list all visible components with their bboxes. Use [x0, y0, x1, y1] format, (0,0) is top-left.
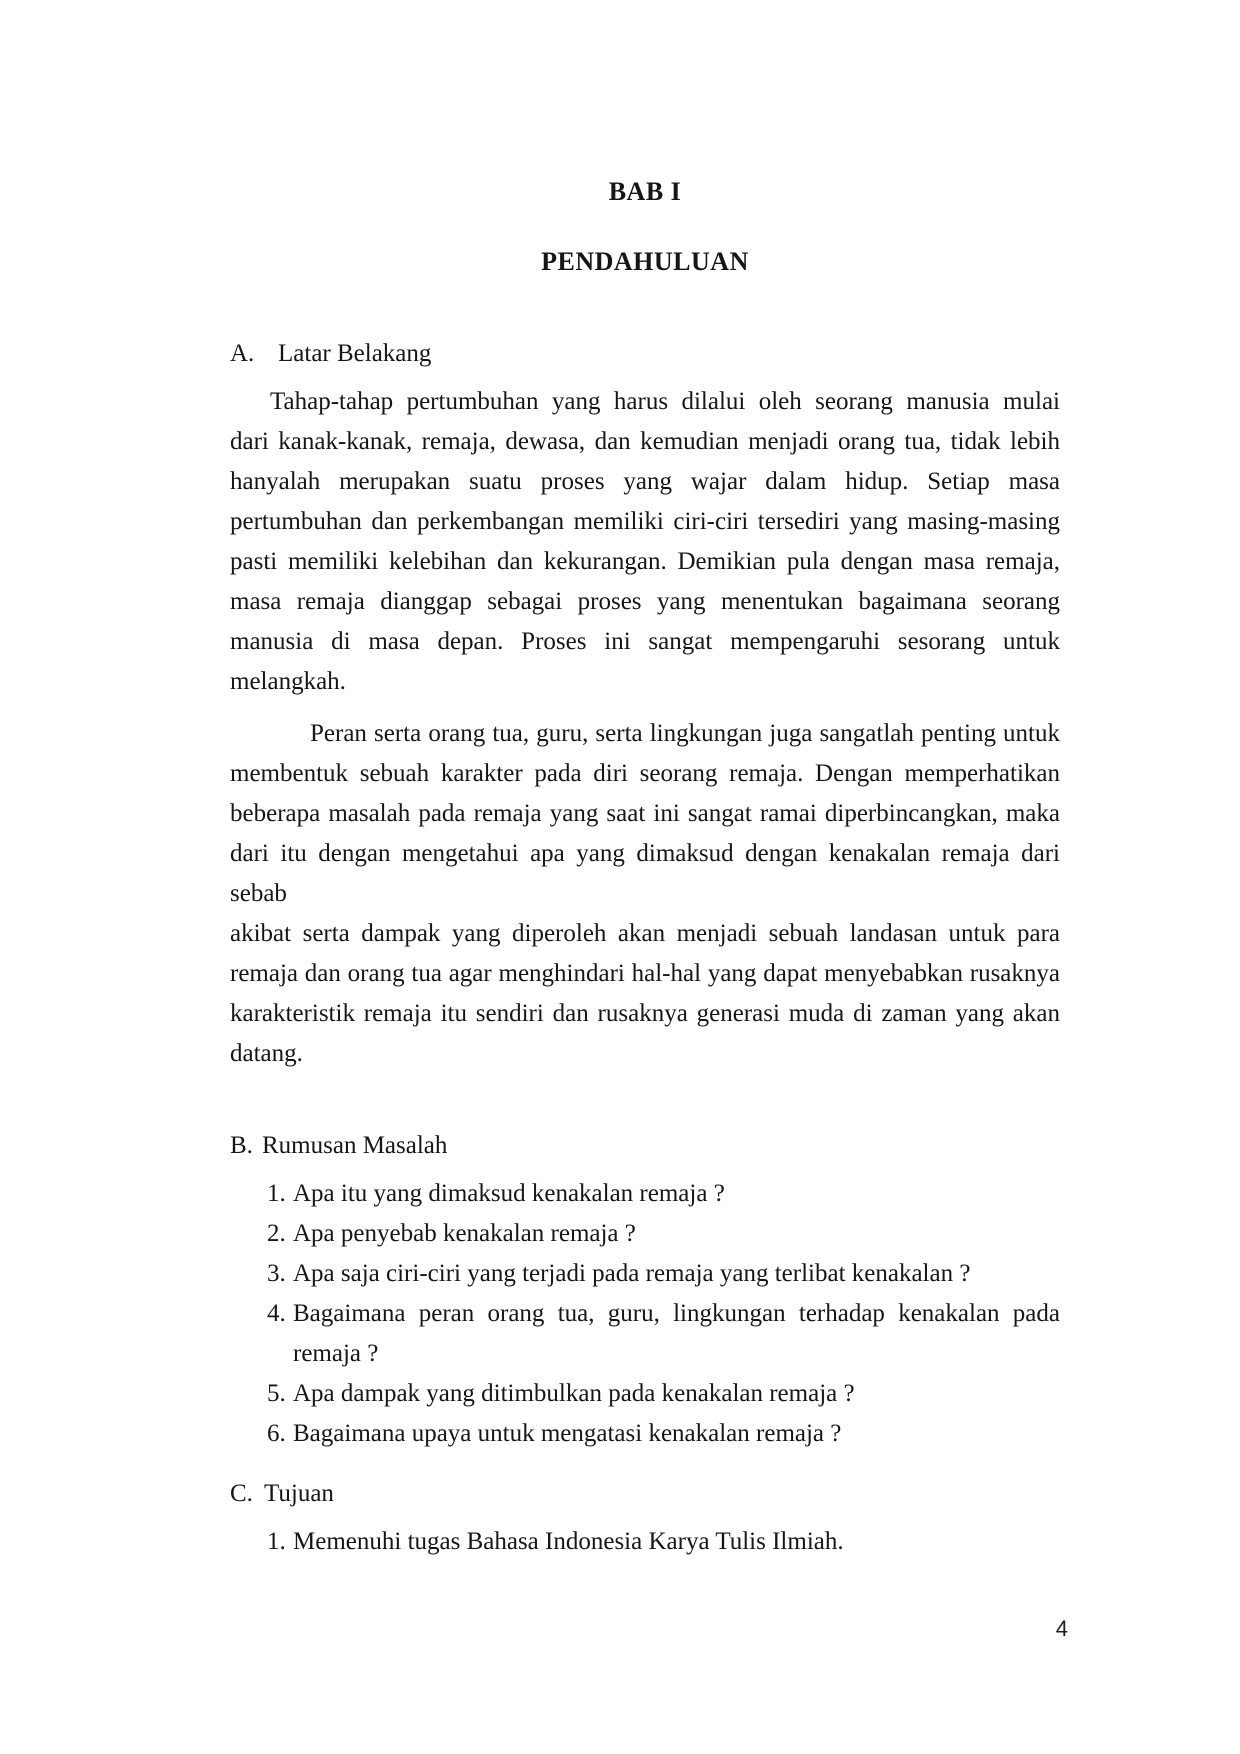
section-b-heading	[230, 1126, 1060, 1166]
list-item	[230, 1374, 1060, 1414]
text-line: manusia di masa depan. Proses ini sangat mempengaruhi sesorang untuk	[230, 628, 1060, 655]
section-a-heading	[230, 334, 1060, 374]
text-line: Bagaimana peran orang tua, guru, lingkungan terhadap kenakalan pada	[293, 1300, 1060, 1327]
text-line: dari kanak-kanak, remaja, dewasa, dan kemudian menjadi orang tua, tidak lebih	[230, 428, 1060, 455]
text-line: pertumbuhan dan perkembangan memiliki ciri-ciri tersediri yang masing-masing	[230, 508, 1060, 535]
text-line: Apa saja ciri-ciri yang terjadi pada remaja yang terlibat kenakalan ?	[293, 1260, 971, 1287]
text-line: Apa penyebab kenakalan remaja ?	[293, 1220, 636, 1247]
text-line: Memenuhi tugas Bahasa Indonesia Karya Tulis Ilmiah.	[293, 1528, 844, 1555]
list-item	[230, 1174, 1060, 1214]
text-line: melangkah.	[230, 668, 346, 695]
page-number: 4	[1055, 1616, 1068, 1641]
tujuan-list	[230, 1522, 1060, 1562]
rumusan-masalah-list	[230, 1174, 1060, 1454]
list-item	[230, 1414, 1060, 1454]
text-line: Apa dampak yang ditimbulkan pada kenakalan remaja ?	[293, 1380, 855, 1407]
text-line: Apa itu yang dimaksud kenakalan remaja ?	[293, 1180, 725, 1207]
paragraph-background-1	[230, 382, 1060, 702]
text-line: pasti memiliki kelebihan dan kekurangan. Demikian pula dengan masa remaja,	[230, 548, 1060, 575]
text-line: akibat serta dampak yang diperoleh akan menjadi sebuah landasan untuk para	[230, 920, 1060, 947]
text-line: karakteristik remaja itu sendiri dan rusaknya generasi muda di zaman yang akan	[230, 1000, 1060, 1027]
list-item-number: 5.	[267, 1380, 286, 1407]
list-item	[230, 1522, 1060, 1562]
text-line: dari itu dengan mengetahui apa yang dimaksud dengan kenakalan remaja dari sebab	[230, 840, 1060, 907]
text-line: remaja ?	[293, 1340, 379, 1367]
section-b-label: B.	[230, 1132, 253, 1159]
section-c-title: Tujuan	[264, 1480, 334, 1507]
section-c-label: C.	[230, 1480, 253, 1507]
section-b-title: Rumusan Masalah	[262, 1132, 448, 1159]
text-line: beberapa masalah pada remaja yang saat ini sangat ramai diperbincangkan, maka	[230, 800, 1060, 827]
text-line: hanyalah merupakan suatu proses yang wajar dalam hidup. Setiap masa	[230, 468, 1060, 495]
list-item	[230, 1214, 1060, 1254]
text-line: datang.	[230, 1040, 303, 1067]
chapter-heading: BAB I	[608, 177, 682, 206]
text-line: Bagaimana upaya untuk mengatasi kenakalan remaja ?	[293, 1420, 842, 1447]
list-item-number: 4.	[267, 1300, 286, 1327]
section-c-heading	[230, 1474, 1060, 1514]
section-a-title: Latar Belakang	[278, 340, 432, 367]
text-line: remaja dan orang tua agar menghindari hal-hal yang dapat menyebabkan rusaknya	[230, 960, 1060, 987]
paragraph-background-2	[230, 714, 1060, 1074]
list-item-number: 1.	[267, 1528, 286, 1555]
list-item-number: 2.	[267, 1220, 286, 1247]
list-item-number: 6.	[267, 1420, 286, 1447]
list-item-number: 3.	[267, 1260, 286, 1287]
text-line: masa remaja dianggap sebagai proses yang menentukan bagaimana seorang	[230, 588, 1060, 615]
list-item	[230, 1254, 1060, 1294]
text-line: Peran serta orang tua, guru, serta lingkungan juga sangatlah penting untuk	[310, 720, 1060, 747]
text-line: membentuk sebuah karakter pada diri seorang remaja. Dengan memperhatikan	[230, 760, 1060, 787]
list-item	[230, 1294, 1060, 1374]
text-line: Tahap-tahap pertumbuhan yang harus dilalui oleh seorang manusia mulai	[270, 388, 1060, 415]
section-a-label: A.	[230, 340, 255, 367]
list-item-number: 1.	[267, 1180, 286, 1207]
chapter-title: PENDAHULUAN	[541, 247, 749, 276]
